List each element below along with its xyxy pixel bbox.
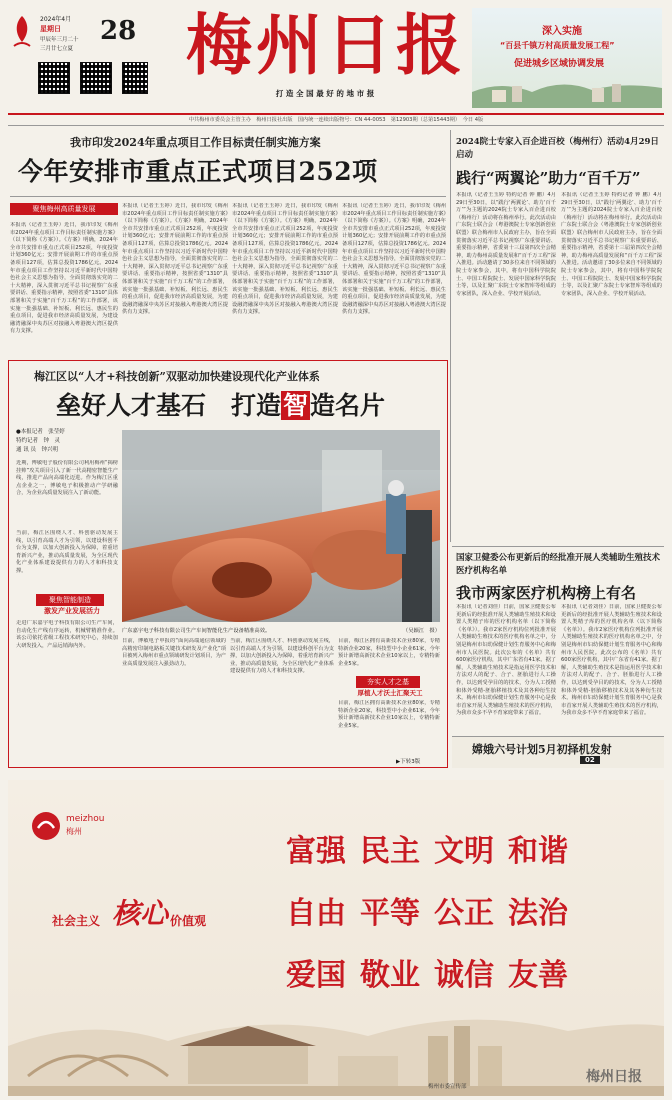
qr-code-3: [122, 62, 148, 94]
feature-col-4b: 目前，梅江区拥有高新技术企业80家，专精特新企业20家，科技型中小企业61家，今年预计新增高新技术企业10家以上，专精特新企业5家。: [338, 700, 440, 729]
ad-footer-logo: 梅州日报: [586, 1069, 642, 1085]
lead-section-tag: 聚焦梅州高质量发展: [10, 203, 118, 215]
ad-label-b: 价值观: [170, 914, 207, 928]
photo-caption: 广东嘉宇电子科技有限公司生产车间智能化生产设备精准高效。: [122, 628, 271, 634]
date-line: 2024年4月: [40, 16, 72, 23]
value-word: 平等: [360, 896, 420, 931]
feature-headline-part-b: 造名片: [310, 391, 386, 420]
masthead-rule: [8, 113, 664, 115]
value-word: 文明: [434, 834, 494, 869]
lead-body-col-2: 本报讯（记者王玉婷）近日，我市印发《梅州市2024年重点项目工作目标责任制实施方案》（以下简称《方案》）。《方案》明确，2024年全市共安排市重点正式项目252项，年度投资计划360亿元；安排开展前期工作的市重点预备项目127项，估算总投资1786亿元。2024年市重点项目工作坚持以习近平新时代中国特色社会主义思想为指导，全面贯彻落实党的二十大精神，深入贯彻习近平总书记视察广东重要讲话、重要指示精神，按照省委“1310”具体部署和关于实施“百千万工程”的工作部署，该实施一批强基础、补短板、利长远、惠民生的重点项目，促进我市经济高质量发展，为建设融湾融深中央苏区对接融入粤港澳大湾区提供有力支撑。: [122, 203, 228, 316]
lead-body-col-1: 本报讯（记者王玉婷）近日，我市印发《梅州市2024年重点项目工作目标责任制实施方案》（以下简称《方案》）。《方案》明确，2024年全市共安排市重点正式项目252项，年度投资计划360亿元；安排开展前期工作的市重点预备项目127项，估算总投资1786亿元。2024年市重点项目工作坚持以习近平新时代中国特色社会主义思想为指导，全面贯彻落实党的二十大精神，深入贯彻习近平总书记视察广东重要讲话、重要指示精神，按照省委“1310”具体部署和关于实施“百千万工程”的工作部署，该实施一批强基础、补短板、利长远、惠民生的重点项目，促进我市经济高质量发展，为建设融湾融深中央苏区对接融入粤港澳大湾区提供有力支撑。: [10, 222, 118, 335]
medical-headline: 我市两家医疗机构榜上有名: [456, 584, 637, 602]
byline-1: ●本报记者 张莹婷: [16, 429, 65, 435]
feature-headline-part-a: 垒好人才基石 打造: [56, 391, 282, 420]
qr-code-2: [80, 62, 112, 94]
lead-body-col-3: 本报讯（记者王玉婷）近日，我市印发《梅州市2024年重点项目工作目标责任制实施方案》（以下简称《方案》）。《方案》明确，2024年全市共安排市重点正式项目252项，年度投资计划360亿元；安排开展前期工作的市重点预备项目127项，估算总投资1786亿元。2024年市重点项目工作坚持以习近平新时代中国特色社会主义思想为指导，全面贯彻落实党的二十大精神，深入贯彻习近平总书记视察广东重要讲话、重要指示精神，按照省委“1310”具体部署和关于实施“百千万工程”的工作部署，该实施一批强基础、补短板、利长远、惠民生的重点项目，促进我市经济高质量发展，为建设融湾融深中央苏区对接融入粤港澳大湾区提供有力支撑。: [232, 203, 338, 316]
value-word: 法治: [508, 896, 568, 931]
value-word: 自由: [286, 896, 346, 931]
value-word: 和谐: [508, 834, 568, 869]
masthead-logo-icon: [8, 12, 36, 52]
feature-col-3: 当前，梅江区围绕人才、科创驱动发展主线，以引育高端人才为引领，以建设科创平台为支撑，以加大创新投入为保障，着重培育新兴产业，推动高质量发展，为全区现代化产业体系建设提供有力的人才和科技支撑。: [230, 638, 334, 675]
qr-code-1: [38, 62, 70, 94]
feature-col-2: 日前，博敏电子申报的“面向高端通信领域的高精密印制电路板关键技术研发及产业化”项目被列入梅州市重点领域研发计划项目，为产业高质量发展注入强劲动力。: [122, 638, 226, 667]
publication-info: 中共梅州市委员会主管主办 梅州日报社出版 国内统一连续出版物号：CN 44-0053 第12903期（总第15443期） 今日 4版: [188, 117, 484, 123]
weekday: 星期日: [40, 24, 61, 33]
ad-label-a: 社会主义: [52, 914, 101, 928]
lead-kicker: 我市印发2024年重点项目工作目标责任制实施方案: [70, 136, 321, 149]
feature-tag-1: 聚焦智能制造: [36, 594, 104, 606]
teaser-page[interactable]: 02: [580, 756, 600, 764]
promo-landscape-illustration: [472, 74, 662, 108]
medical-kicker: 国家卫健委公布更新后的经批准开展人类辅助生殖技术医疗机构名单: [456, 553, 661, 576]
feature-col-1b: 当前，梅江区围绕人才、科创驱动发展主线，以引育高端人才为引领，以建设科创平台为支撑，以加大创新投入为保障，着重培育新兴产业，推动高质量发展，为全区现代化产业体系建设提供有力的人才和科技支撑。: [16, 530, 118, 574]
medical-rule: [452, 546, 664, 547]
byline-3: 通 讯 员 钟兴明: [16, 447, 58, 453]
lunar-line-2: 三月廿七立夏: [40, 46, 74, 52]
byline: [16, 428, 116, 455]
value-word: 富强: [286, 834, 346, 869]
side-body-col-1: 本报讯（记者王玉婷 特约记者 钟 鹏）4月29日至30日，以“践行‘两翼论’、助力‘百千万’”为主题的2024院士专家入百企进百校（梅州行）活动将在梅州举行。此次活动由广东院士联合会（粤港澳院士专家创新创业联盟）联合梅州市人民政府主办，旨在全面贯彻落实习近平总书记视察广东重要讲话、重要指示精神，省委第十三届第四次全会精神，助力梅州高质量发展和“百千万工程”深入推进。活动邀请了30多位来自不同领域的院士专家参会，其中，将有中国科学院院士、中国工程院院士、发展中国家科学院院士等，以及汇聚广东院士专家智库等组成的专家团队，深入企业、学校开展活动。: [456, 192, 556, 297]
side-headline: 践行“两翼论”助力“百千万”: [456, 169, 641, 187]
date-box: [8, 10, 148, 105]
lead-headline: 今年安排市重点正式项目252项: [18, 157, 378, 186]
value-word: 敬业: [360, 958, 420, 993]
teaser-headline: 嫦娥六号计划5月初择机发射: [472, 743, 612, 756]
slogan: 打 造 全 国 最 好 的 地 市 报: [275, 89, 375, 98]
feature-col-1c: 走进广东嘉宇电子科技有限公司生产车间，自动化生产线有序运转，机械臂精准作业。该公司依托省级工程技术研究中心，持续加大研发投入，产品远销海内外。: [16, 620, 118, 649]
feature-headline: [56, 386, 436, 422]
core-values-ad: [8, 780, 664, 1096]
side-divider: [450, 130, 451, 542]
feature-kicker: 梅江区以“人才+科技创新”双驱动加快建设现代化产业体系: [34, 370, 320, 383]
feature-headline-zhi: 智: [283, 391, 309, 420]
values-grid: [286, 826, 626, 994]
promo-line-2: 促进城乡区域协调发展: [514, 59, 605, 69]
values-row-1: [286, 826, 626, 870]
values-row-2: [286, 888, 626, 932]
ad-footer-left: 梅州市委宣传部: [428, 1084, 467, 1090]
ad-logo-icon: [30, 810, 62, 842]
feature-col-4a: 目前，梅江区拥有高新技术企业80家，专精特新企业20家，科技型中小企业61家，今年预计新增高新技术企业10家以上，专精特新企业5家。: [338, 638, 440, 667]
lunar-line-1: 甲辰年三月二十: [40, 37, 79, 43]
value-word: 诚信: [434, 958, 494, 993]
feature-sub-2: 厚植人才沃土汇聚天工: [357, 689, 423, 697]
lead-rule: [10, 196, 446, 197]
value-word: 爱国: [286, 958, 346, 993]
feature-sub-1: 激发产业发展活力: [44, 607, 100, 615]
photo-credit: （吴颖江 摄）: [402, 628, 440, 634]
ad-logo-cn: 梅州: [66, 827, 82, 836]
masthead-rule-2: [8, 125, 664, 126]
ad-city-illustration: [8, 986, 664, 1096]
newspaper-title: 梅州日报: [186, 6, 466, 84]
factory-photo: [122, 430, 440, 622]
promo-line-1: “百县千镇万村高质量发展工程”: [500, 41, 615, 50]
value-word: 友善: [508, 958, 568, 993]
value-word: 公正: [434, 896, 494, 931]
lead-body-col-4: 本报讯（记者王玉婷）近日，我市印发《梅州市2024年重点项目工作目标责任制实施方案》（以下简称《方案》）。《方案》明确，2024年全市共安排市重点正式项目252项，年度投资计划360亿元；安排开展前期工作的市重点预备项目127项，估算总投资1786亿元。2024年市重点项目工作坚持以习近平新时代中国特色社会主义思想为指导，全面贯彻落实党的二十大精神，深入贯彻习近平总书记视察广东重要讲话、重要指示精神，按照省委“1310”具体部署和关于实施“百千万工程”的工作部署，该实施一批强基础、补短板、利长远、惠民生的重点项目，促进我市经济高质量发展，为建设融湾融深中央苏区对接融入粤港澳大湾区提供有力支撑。: [342, 203, 446, 316]
feature-col-1a: 近期，博敏电子股份有限公司利用梅州“揭榜挂帅”攻关项目引入了新一代高精密智能生产线，推进产品向高端化迈进。作为梅江区重点企业之一，博敏电子积极推动产学研融合，为企业高质量发展注入了新动能。: [16, 460, 118, 497]
medical-col-2: 本报讯（记者刘佳）日前，国家卫健委公布更新后的经批准开展人类辅助生殖技术和设置人类精子库的医疗机构名单（以下简称《名单》）。我市2家医疗机构位列批准开展人类辅助生殖技术的医疗机构名单之中，分别是梅州市妇幼保健计划生育服务中心和梅州市人民医院。此次公布的《名单》共有600家医疗机构，其中广东省有41家。据了解，人类辅助生殖技术是指运用医学技术和方法对人的配子、合子、胚胎进行人工操作，以达到受孕目的的技术，分为人工授精和体外受精-胚胎移植技术及其各种衍生技术。梅州市妇幼保健计划生育服务中心是我市首家开展人类辅助生殖技术的医疗机构，为我市众多不孕不育家庭带来了福音。: [561, 604, 662, 717]
value-word: 民主: [360, 834, 420, 869]
side-kicker: 2024院士专家入百企进百校（梅州行）活动4月29日启动: [456, 137, 659, 160]
feature-tag-2: 夯实人才之基: [356, 676, 420, 688]
teaser-box: [452, 736, 664, 768]
side-body-col-2: 本报讯（记者王玉婷 特约记者 钟 鹏）4月29日至30日，以“践行‘两翼论’、助力‘百千万’”为主题的2024院士专家入百企进百校（梅州行）活动将在梅州举行。此次活动由广东院士联合会（粤港澳院士专家创新创业联盟）联合梅州市人民政府主办，旨在全面贯彻落实习近平总书记视察广东重要讲话、重要指示精神，省委第十三届第四次全会精神，助力梅州高质量发展和“百千万工程”深入推进。活动邀请了30多位来自不同领域的院士专家参会，其中，将有中国科学院院士、中国工程院院士、发展中国家科学院院士等，以及汇聚广东院士专家智库等组成的专家团队，深入企业、学校开展活动。: [561, 192, 662, 297]
promo-banner: [472, 8, 662, 108]
promo-tag: 深入实施: [542, 26, 582, 37]
medical-col-1: 本报讯（记者刘佳）日前，国家卫健委公布更新后的经批准开展人类辅助生殖技术和设置人类精子库的医疗机构名单（以下简称《名单》）。我市2家医疗机构位列批准开展人类辅助生殖技术的医疗机构名单之中，分别是梅州市妇幼保健计划生育服务中心和梅州市人民医院。此次公布的《名单》共有600家医疗机构，其中广东省有41家。据了解，人类辅助生殖技术是指运用医学技术和方法对人的配子、合子、胚胎进行人工操作，以达到受孕目的的技术，分为人工授精和体外受精-胚胎移植技术及其各种衍生技术。梅州市妇幼保健计划生育服务中心是我市首家开展人类辅助生殖技术的医疗机构，为我市众多不孕不育家庭带来了福音。: [456, 604, 556, 717]
continue-note[interactable]: ▶下转3版: [396, 759, 421, 765]
ad-logo-text: meizhou: [66, 814, 105, 824]
day-number: 28: [100, 16, 137, 46]
byline-2: 特约记者 钟 灵: [16, 438, 61, 444]
ad-label-core: 核心: [112, 897, 169, 930]
